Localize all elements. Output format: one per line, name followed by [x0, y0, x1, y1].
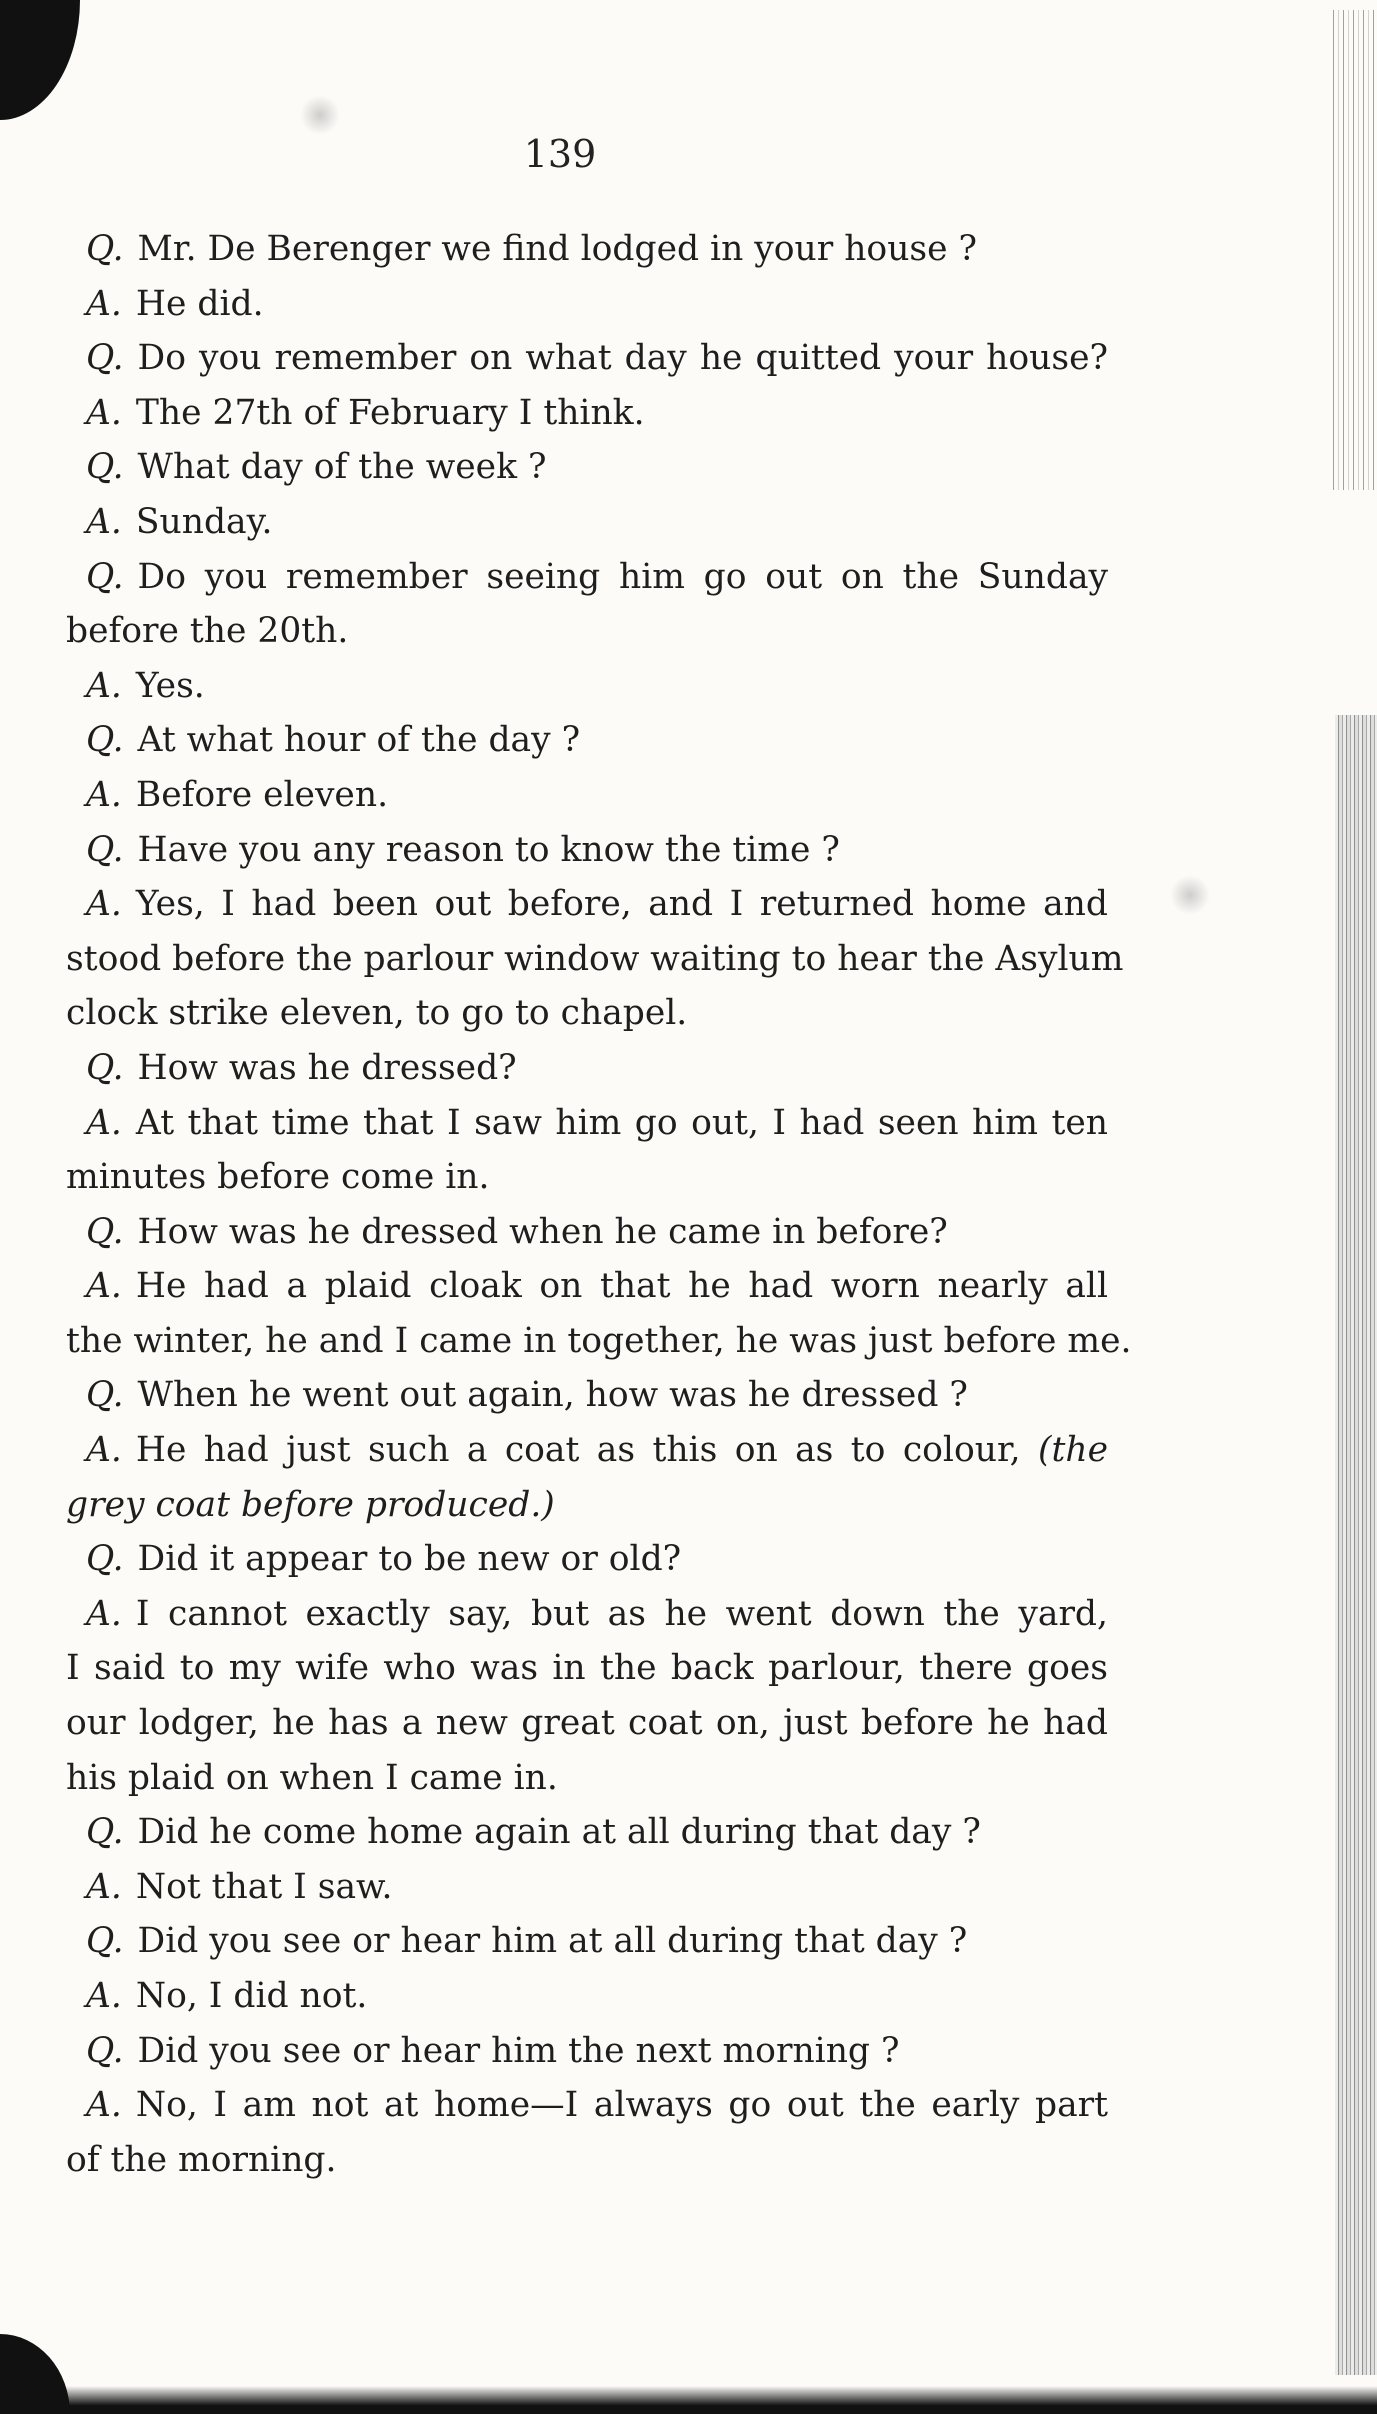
speaker-label: Q. [86, 829, 124, 870]
answer-line [66, 386, 1108, 441]
speaker-label: A. [86, 1866, 122, 1907]
line-text: The 27th of February I think. [135, 392, 645, 433]
line-text: clock strike eleven, to go to chapel. [66, 993, 688, 1034]
continuation-line [66, 986, 1108, 1041]
speaker-label: A. [86, 283, 122, 324]
speaker-label: Q. [86, 1921, 124, 1962]
speaker-label: A. [86, 392, 122, 433]
answer-line [66, 877, 1108, 932]
speaker-label: A. [86, 1976, 122, 2016]
line-text: our lodger, he has a new great coat on, just before he had [66, 1703, 1108, 1744]
speaker-label: Q. [86, 2030, 124, 2071]
speaker-label: Q. [86, 556, 124, 597]
line-text: Have you any reason to know the time ? [137, 829, 840, 870]
continuation-line [66, 604, 1108, 659]
speaker-label: Q. [86, 229, 124, 269]
question-line [66, 823, 1108, 878]
line-text: When he went out again, how was he dressed ? [137, 1375, 968, 1416]
continuation-line [66, 1696, 1108, 1751]
line-text: He had a plaid cloak on that he had worn nearly all [135, 1266, 1108, 1307]
question-line [66, 550, 1108, 605]
answer-line [66, 277, 1108, 332]
line-text: Before eleven. [135, 774, 389, 815]
continuation-line [66, 932, 1124, 987]
line-text: No, I did not. [135, 1976, 368, 2016]
line-text: his plaid on when I came in. [66, 1757, 558, 1798]
line-text: Yes, I had been out before, and I returned home and [135, 884, 1108, 925]
answer-line [66, 2078, 1108, 2133]
page-edge-top-right [1329, 10, 1377, 490]
answer-line [66, 1096, 1108, 1151]
scan-shadow-top-left [0, 0, 80, 120]
line-text: I said to my wife who was in the back parlour, there goes [66, 1648, 1108, 1689]
answer-line [66, 1860, 1108, 1915]
line-text: Yes. [135, 665, 205, 706]
speaker-label: A. [86, 665, 122, 706]
line-text: before the 20th. [66, 611, 349, 652]
answer-line [66, 1259, 1108, 1314]
line-text: At what hour of the day ? [137, 720, 581, 761]
question-line [66, 440, 1108, 495]
question-line [66, 1205, 1108, 1260]
answer-line [66, 1587, 1108, 1642]
question-line [66, 1368, 1108, 1423]
continuation-line [66, 1478, 1108, 1533]
line-text: Do you remember on what day he quitted your house? [137, 338, 1108, 379]
ink-smudge [1170, 875, 1210, 915]
line-text: Not that I saw. [135, 1866, 393, 1907]
line-text: Did you see or hear him the next morning ? [137, 2030, 900, 2071]
page-number: 139 [523, 132, 597, 176]
speaker-label: Q. [86, 1211, 124, 1252]
answer-line [66, 659, 1108, 714]
question-line [66, 1805, 1108, 1860]
line-text: He had just such a coat as this on as to colour, [135, 1430, 1021, 1471]
speaker-label: Q. [86, 1047, 124, 1088]
answer-line [66, 1423, 1108, 1478]
line-text: No, I am not at home—I always go out the early part [135, 2085, 1108, 2126]
answer-line [66, 768, 1108, 823]
question-line [66, 2024, 1108, 2079]
speaker-label: A. [86, 774, 122, 815]
line-text: Did it appear to be new or old? [137, 1539, 682, 1580]
page-edge-bottom-right [1335, 715, 1377, 2375]
speaker-label: A. [86, 501, 122, 542]
line-text: stood before the parlour window waiting to hear the Asylum [66, 938, 1124, 979]
transcript-body [66, 222, 1132, 2187]
line-text: Sunday. [135, 501, 273, 542]
line-text: What day of the week ? [137, 447, 547, 488]
answer-line [66, 495, 1108, 550]
speaker-label: A. [86, 1593, 122, 1634]
speaker-label: Q. [86, 447, 124, 488]
answer-line [66, 1969, 1108, 2024]
line-text: minutes before come in. [66, 1157, 490, 1198]
ink-smudge [300, 95, 340, 135]
continuation-line [66, 1641, 1108, 1696]
line-text: How was he dressed? [137, 1047, 517, 1088]
line-text: Mr. De Berenger we find lodged in your house ? [137, 229, 978, 269]
question-line [66, 1914, 1108, 1969]
line-text: Did he come home again at all during that day ? [137, 1812, 981, 1853]
continuation-line [66, 1751, 1108, 1806]
speaker-label: Q. [86, 338, 124, 379]
continuation-line [66, 2133, 1108, 2188]
line-text: of the morning. [66, 2139, 337, 2180]
speaker-label: A. [86, 1102, 122, 1143]
speaker-label: A. [86, 2085, 122, 2126]
line-text: At that time that I saw him go out, I had seen him ten [135, 1102, 1108, 1143]
speaker-label: A. [86, 1266, 122, 1307]
question-line [66, 713, 1108, 768]
speaker-label: A. [86, 884, 122, 925]
scan-shadow-bottom-left [0, 2334, 70, 2414]
speaker-label: Q. [86, 1812, 124, 1853]
speaker-label: Q. [86, 1539, 124, 1580]
scan-shadow-bottom [0, 2386, 1377, 2414]
line-text: How was he dressed when he came in before? [137, 1211, 948, 1252]
question-line [66, 1532, 1108, 1587]
italic-note: grey coat before produced.) [66, 1484, 555, 1525]
line-text: Do you remember seeing him go out on the Sunday [137, 556, 1108, 597]
speaker-label: Q. [86, 1375, 124, 1416]
question-line [66, 1041, 1108, 1096]
line-text: He did. [135, 283, 264, 324]
italic-note: (the [1038, 1430, 1108, 1471]
question-line [66, 222, 1108, 277]
continuation-line [66, 1150, 1108, 1205]
question-line [66, 331, 1108, 386]
line-text: I cannot exactly say, but as he went down the yard, [135, 1593, 1108, 1634]
line-text: Did you see or hear him at all during that day ? [137, 1921, 968, 1962]
speaker-label: Q. [86, 720, 124, 761]
line-text: the winter, he and I came in together, he was just before me. [66, 1320, 1132, 1361]
speaker-label: A. [86, 1430, 122, 1471]
continuation-line [66, 1314, 1132, 1369]
